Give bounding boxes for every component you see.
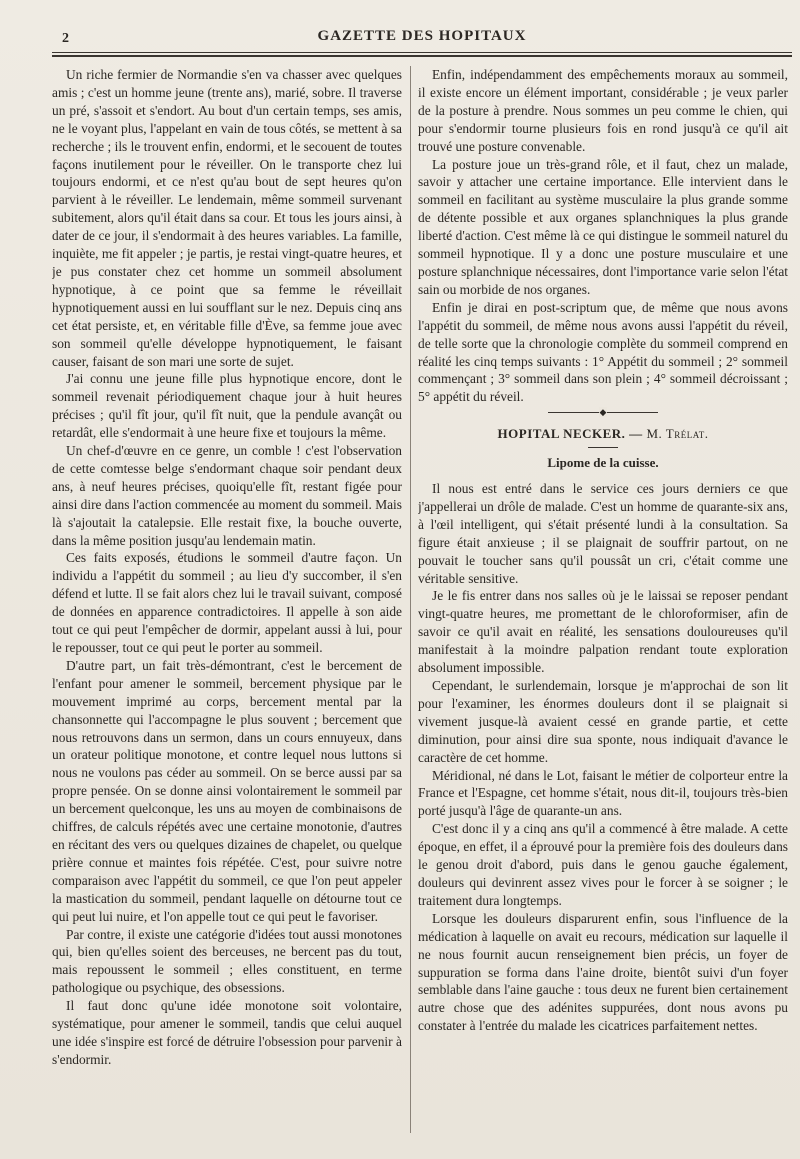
section-doctor: M. Trélat. — [646, 426, 709, 442]
paragraph: Il nous est entré dans le service ces jours derniers ce que j'appellerai un drôle de malade. C'est un homme de quarante-six ans, à l'œil intelligent, qui s'était présenté lundi à la consultation. Sa figure était anxieuse ; il se plaignait de souffrir partout, on ne pouvait le toucher sans qu'il poussât un cri, c'était comme une véritable sensitive. — [418, 481, 788, 586]
page-header — [52, 28, 792, 48]
paragraph: Il faut donc qu'une idée monotone soit volontaire, systématique, pour amener le sommeil, tandis que celui auquel une idée s'inspire est forcé de détruire l'obsession pour parvenir à s'endormir. — [52, 998, 402, 1067]
paragraph: Méridional, né dans le Lot, faisant le métier de colporteur entre la France et l'Espagne, cet homme s'était, nous dit-il, toujours très-bien porté jusqu'à l'âge de quarante-un ans. — [418, 767, 788, 819]
page-number: 2 — [62, 31, 69, 46]
paragraph: Par contre, il existe une catégorie d'idées tout aussi monotones qui, bien qu'elles soient des berceuses, ne bercent pas du tout, mais repoussent le sommeil ; elles constituent, en terme pathologique ou psychique, des obsessions. — [52, 926, 402, 996]
paragraph: Cependant, le surlendemain, lorsque je m'approchai de son lit pour l'examiner, les énormes douleurs dont il se plaignait si vivement jusque-là avaient cessé en grande partie, et cette diminution, pour ainsi dire sua sponte, nous indiquait d'avance le caractère de cet homme. — [418, 678, 788, 765]
right-column — [418, 66, 788, 1133]
paragraph: D'autre part, un fait très-démontrant, c'est le bercement de l'enfant pour amener le sommeil, bercement physique par le mouvement imprimé au corps, bercement mental par la chansonnette qui l'accompagne le plus souvent ; bercement que nous retrouvons dans un sermon, dans un cours ennuyeux, dans un orateur politique monotone, et contre lequel nous luttons si nous ne voulons pas céder au sommeil. On se berce aussi par sa propre pensée. On se donne ainsi volontairement le sommeil par un bercement quelconque, les uns au moyen de combinaisons de chiffres, de calculs répétés avec une certaine monotonie, d'autres en récitant des vers ou quelques dizaines de chapelet, ou quelque prière connue et maintes fois répétée. C'est, pour suivre notre comparaison avec l'appétit du sommeil, ce que l'on peut appeler la mastication du sommeil, pendant laquelle on détourne tout ce qui peut lui nuire, et l'on appelle tout ce qui peut le favoriser. — [52, 657, 402, 924]
column-divider — [410, 66, 411, 1133]
short-rule — [588, 447, 618, 448]
paragraph: Lorsque les douleurs disparurent enfin, sous l'influence de la médication à laquelle on avait eu recours, médication sur laquelle il ne nous fournit aucun renseignement bien précis, un foyer de suppuration se forma dans l'aine droite, bientôt suivi d'un foyer semblable dans l'aine gauche : tous deux ne furent bien certainement autre chose que des adénites suppurées, dont nous avons pu constater à l'entrée du malade les cicatrices parfaitement nettes. — [418, 910, 788, 1034]
paragraph: C'est donc il y a cinq ans qu'il a commencé à être malade. A cette époque, en effet, il a éprouvé pour la première fois des douleurs dans le genou droit d'abord, puis dans le genou gauche également, douleurs qui devinrent assez vives pour le forcer à se soigner ; le traitement dura longtemps. — [418, 821, 788, 908]
header-rule-thick — [52, 55, 792, 57]
section-hospital: HOPITAL NECKER. — — [497, 426, 643, 442]
section-subtitle: Lipome de la cuisse. — [547, 455, 659, 471]
left-column — [52, 66, 402, 1133]
paragraph: Je le fis entrer dans nos salles où je le laissai se reposer pendant vingt-quatre heures, me promettant de le chloroformiser, afin de savoir ce qu'il avait en réalité, les sensations douloureuses qu'il manifestait à la moindre palpation rendant toute exploration absolument impossible. — [418, 588, 788, 676]
paragraph: Enfin, indépendamment des empêchements moraux au sommeil, il existe encore un élément important, considérable ; je veux parler de la posture à prendre. Nous sommes un peu comme le chien, qui pour s'endormir tourne plusieurs fois en rond jusqu'à ce qu'il ait trouvé une posture convenable. — [418, 67, 788, 154]
paragraph: Enfin je dirai en post-scriptum que, de même que nous avons l'appétit du sommeil, de même nous avons aussi l'appétit du réveil, de telle sorte que la chronologie complète du sommeil comprend en réalité les cinq temps suivants : 1° Appétit du sommeil ; 2° sommeil commençant ; 3° sommeil dans son plein ; 4° sommeil décroissant ; 5° appétit du réveil. — [418, 299, 788, 405]
paragraph: La posture joue un très-grand rôle, et il faut, chez un malade, savoir y attacher une certaine importance. Elle intervient dans le sommeil en facilitant au système musculaire la plus grande somme de détente possible et aux organes splanchniques la plus grande liberté d'action. C'est même là ce qui distingue le sommeil naturel du sommeil hypnotique. Il y a donc une posture musculaire et une posture splanchnique nécessaires, dont l'importance varie selon l'état sain ou morbide de nos organes. — [418, 156, 788, 297]
paragraph: Un chef-d'œuvre en ce genre, un comble ! c'est l'observation de cette comtesse belge s'endormant chaque soir pendant deux ans, à neuf heures précises, quoiqu'elle fît, restant figée pour ainsi dire dans l'action commencée au moment du sommeil. Mais là s'ajoutait la catalepsie. Elle restait fixe, la bouche ouverte, dans la même position jusqu'au lendemain matin. — [52, 443, 402, 548]
paragraph: Ces faits exposés, étudions le sommeil d'autre façon. Un individu a l'appétit du sommeil ; au lieu d'y succomber, il s'en défend et lutte. Il se fait alors chez lui le travail suivant, composé de données en apparence contradictoires. Il appelle à son aide tout ce qui peut l'empêcher de dormir, appelant aussi à lui, pour le repousser, tout ce qui peut le porter au sommeil. — [52, 550, 402, 655]
section-ornament: ◆ — [548, 412, 658, 413]
journal-title: GAZETTE DES HOPITAUX — [317, 28, 527, 44]
header-rule — [52, 52, 792, 53]
section-heading — [418, 425, 788, 443]
paragraph: J'ai connu une jeune fille plus hypnotique encore, dont le sommeil revenait périodiquement chaque jour à huit heures précises ; qu'il fît jour, qu'il fît nuit, que la pendule avançât ou retardât, elle s'endormait à une heure fixe et toujours la même. — [52, 371, 402, 441]
paragraph: Un riche fermier de Normandie s'en va chasser avec quelques amis ; c'est un homme jeune (trente ans), marié, sobre. Il traverse un pré, s'assoit et s'endort. Au bout d'un certain temps, ses amis, ne le voyant plus, l'appelant en vain de tous côtés, se mettent à sa recherche ; ils le trouvent enfin, endormi, et le secouent de toutes façons inutilement pour le réveiller. On le transporte chez lui toujours endormi, et ce n'est qu'au bout de sept heures qu'on parvient à le réveiller. Le lendemain, même sommeil survenant subitement, alors qu'il était dans sa cour. Et tous les jours ainsi, à dater de ce jour, il s'endormait à des heures variables. La famille, inquiète, me fit appeler ; je partis, je restai vingt-quatre heures, et je pus constater chez cet homme un sommeil absolument hypnotique, à ce point que sa femme le réveillait hypnotiquement aussi en lui soufflant sur le nez. Depuis cinq ans cet état persiste, et, en véritable fille d'Ève, sa femme joue avec son sommeil qu'elle développe hypnotiquement, le faisant causer, faisant de son mari une sorte de sujet. — [52, 67, 402, 369]
